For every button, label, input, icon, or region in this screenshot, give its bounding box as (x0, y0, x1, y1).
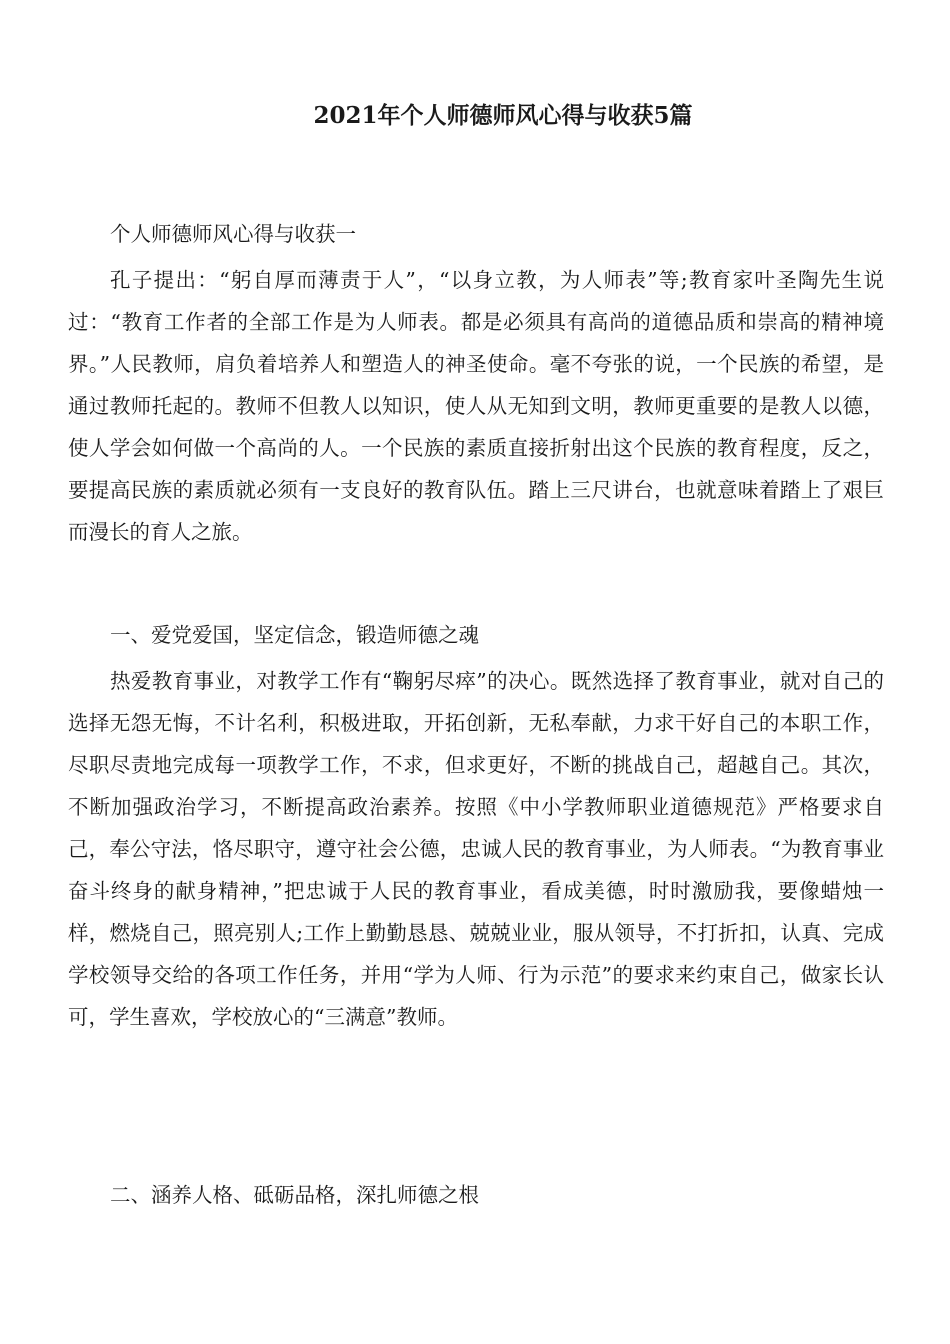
section-heading: 二、涵养人格、砥砺品格，深扎师德之根 (110, 1183, 479, 1207)
section-title: 个人师德师风心得与收获一 (110, 222, 356, 246)
document-title: 2021年个人师德师风心得与收获5篇 (313, 102, 693, 129)
section-heading: 一、爱党爱国，坚定信念，锻造师德之魂 (110, 623, 479, 647)
paragraph: 孔子提出：“躬自厚而薄责于人”，“以身立教，为人师表”等;教育家叶圣陶先生说过：“教育工作者的全部工作是为人师表。都是必须具有高尚的道德品质和崇高的精神境界。”人民教师，肩负着培养人和塑造人的神圣使命。毫不夸张的说，一个民族的希望，是通过教师托起的。教师不但教人以知识，使人从无知到文明，教师更重要的是教人以德，使人学会如何做一个高尚的人。一个民族的素质直接折射出这个民族的教育程度，反之，要提高民族的素质就必须有一支良好的教育队伍。踏上三尺讲台，也就意味着踏上了艰巨而漫长的育人之旅。 (68, 268, 884, 544)
paragraph: 热爱教育事业，对教学工作有“鞠躬尽瘁”的决心。既然选择了教育事业，就对自己的选择无怨无悔，不计名利，积极进取，开拓创新，无私奉献，力求干好自己的本职工作，尽职尽责地完成每一项教学工作，不求，但求更好，不断的挑战自己，超越自己。其次，不断加强政治学习，不断提高政治素养。按照《中小学教师职业道德规范》严格要求自己，奉公守法，恪尽职守，遵守社会公德，忠诚人民的教育事业，为人师表。“为教育事业奋斗终身的献身精神，”把忠诚于人民的教育事业，看成美德，时时激励我，要像蜡烛一样，燃烧自己，照亮别人;工作上勤勤恳恳、兢兢业业，服从领导，不打折扣，认真、完成学校领导交给的各项工作任务，并用“学为人师、行为示范”的要求来约束自己，做家长认可，学生喜欢，学校放心的“三满意”教师。 (68, 669, 884, 1029)
